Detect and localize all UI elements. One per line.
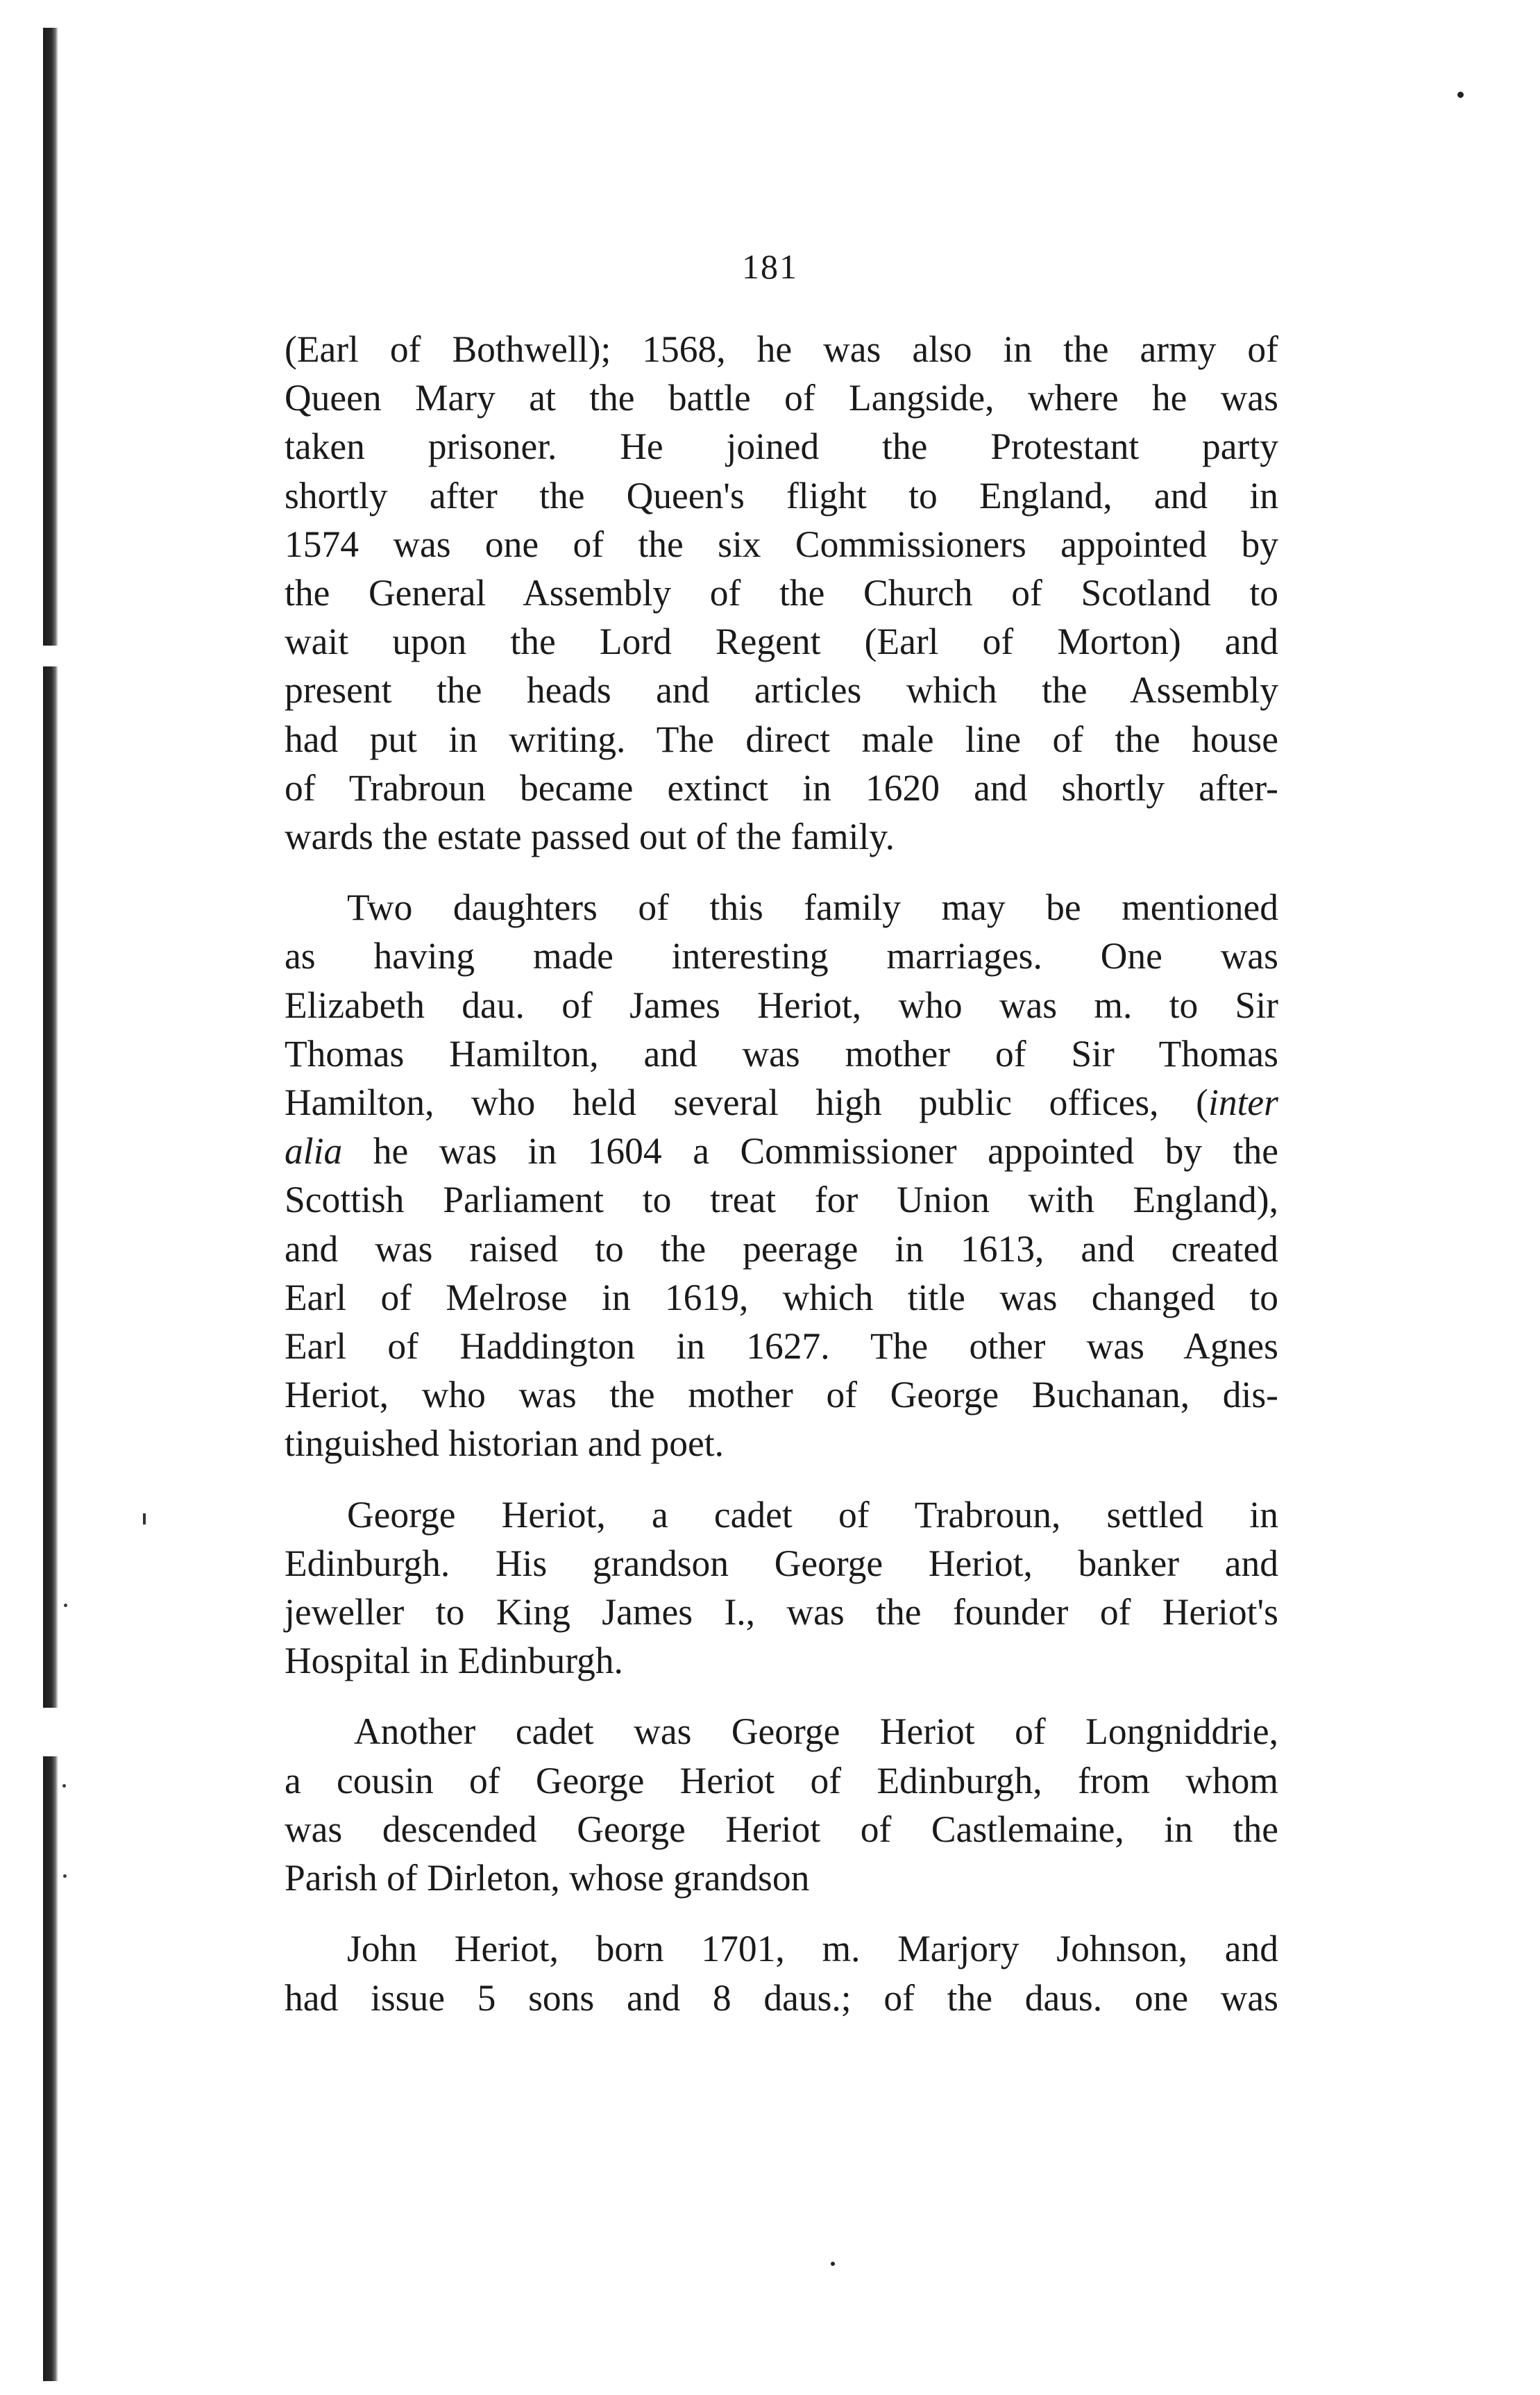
text-line: alia he was in 1604 a Commissioner appointed by the	[285, 1130, 1278, 1173]
text-line: had issue 5 sons and 8 daus.; of the daus. one was	[285, 1976, 1278, 2019]
scan-speck	[64, 1604, 67, 1607]
gutter-gap	[43, 1708, 58, 1756]
text-line: Parish of Dirleton, whose grandson	[285, 1857, 810, 1899]
text-line: as having made interesting marriages. One was	[285, 935, 1278, 977]
text-line: Another cadet was George Heriot of Longniddrie,	[354, 1711, 1278, 1753]
body-text	[285, 325, 1278, 2022]
text-line: was descended George Heriot of Castlemaine, in the	[285, 1808, 1278, 1850]
text-line: John Heriot, born 1701, m. Marjory Johnson, and	[347, 1928, 1278, 1970]
paragraph-4	[285, 1707, 1278, 1902]
text-line: the General Assembly of the Church of Scotland to	[285, 572, 1278, 614]
text-line: Thomas Hamilton, and was mother of Sir Thomas	[285, 1032, 1278, 1075]
text-line: Edinburgh. His grandson George Heriot, banker and	[285, 1542, 1278, 1584]
text-line: (Earl of Bothwell); 1568, he was also in the army of	[285, 328, 1278, 370]
text-line: Earl of Melrose in 1619, which title was changed to	[285, 1276, 1278, 1318]
text-line: shortly after the Queen's flight to England, and in	[285, 474, 1278, 516]
page-number: 181	[742, 247, 798, 286]
binding-gutter-shadow	[43, 28, 58, 2381]
paragraph-1	[285, 325, 1278, 861]
paragraph-3	[285, 1490, 1278, 1686]
text-line: present the heads and articles which the Assembly	[285, 669, 1278, 712]
scan-speck	[831, 2262, 835, 2266]
text-line: tinguished historian and poet.	[285, 1422, 724, 1465]
text-line: Two daughters of this family may be mentioned	[347, 886, 1278, 929]
text-line: Scottish Parliament to treat for Union with England),	[285, 1179, 1278, 1221]
text-line: Hamilton, who held several high public offices, (inter	[285, 1082, 1278, 1124]
scan-speck	[62, 1784, 66, 1788]
text-line: Elizabeth dau. of James Heriot, who was m. to Sir	[285, 984, 1278, 1026]
text-line: a cousin of George Heriot of Edinburgh, from whom	[285, 1759, 1278, 1801]
text-line: 1574 was one of the six Commissioners appointed by	[285, 523, 1278, 565]
text-line: had put in writing. The direct male line of the house	[285, 718, 1278, 760]
gutter-gap	[43, 646, 58, 666]
text-line: taken prisoner. He joined the Protestant party	[285, 426, 1278, 468]
paragraph-2	[285, 883, 1278, 1468]
text-line: Queen Mary at the battle of Langside, where he was	[285, 377, 1278, 419]
text-line: wait upon the Lord Regent (Earl of Morton) and	[285, 621, 1278, 663]
scan-speck	[1457, 92, 1464, 98]
text-line: Earl of Haddington in 1627. The other was Agnes	[285, 1325, 1278, 1368]
text-line: wards the estate passed out of the family.	[285, 816, 895, 858]
paragraph-5	[285, 1924, 1278, 2022]
text-line: Heriot, who was the mother of George Buchanan, dis-	[285, 1374, 1278, 1416]
text-line: of Trabroun became extinct in 1620 and shortly after-	[285, 766, 1278, 809]
text-line: Hospital in Edinburgh.	[285, 1640, 623, 1682]
scan-speck	[143, 1513, 146, 1524]
text-line: jeweller to King James I., was the founder of Heriot's	[285, 1591, 1278, 1633]
scan-speck	[63, 1874, 67, 1878]
text-line: George Heriot, a cadet of Trabroun, settled in	[347, 1493, 1278, 1536]
text-line: and was raised to the peerage in 1613, and created	[285, 1227, 1278, 1270]
